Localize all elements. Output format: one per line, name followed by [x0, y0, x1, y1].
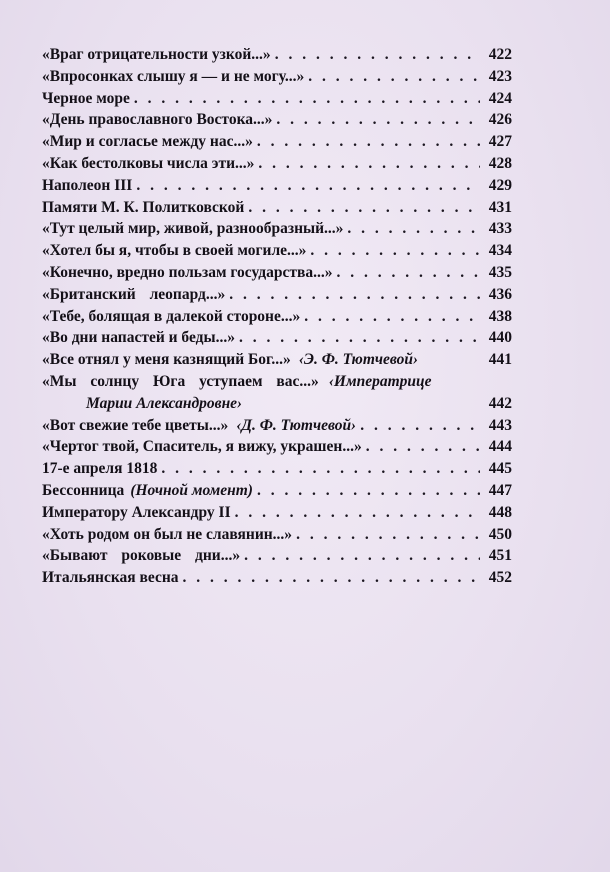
entry-title: «Хотел бы я, чтобы в своей могиле...» [42, 242, 307, 260]
dot-leader [347, 218, 480, 240]
dot-leader [244, 545, 480, 567]
entry-dedication: ‹Д. Ф. Тютчевой› [236, 416, 357, 434]
entry-page: 447 [488, 481, 512, 499]
dot-leader [360, 415, 480, 437]
dot-leader [136, 175, 480, 197]
entry-page: 423 [488, 67, 512, 85]
toc-entry [42, 262, 512, 284]
toc-entry [42, 88, 512, 110]
dot-leader [276, 109, 480, 131]
table-of-contents [42, 44, 512, 589]
dot-leader [336, 262, 480, 284]
entry-page: 452 [488, 569, 512, 587]
dot-leader [296, 524, 480, 546]
entry-subtitle: (Ночной момент) [130, 481, 253, 499]
toc-entry [42, 109, 512, 131]
dot-leader [134, 88, 480, 110]
entry-page: 441 [488, 351, 512, 369]
entry-page: 450 [488, 525, 512, 543]
toc-entry [42, 415, 512, 437]
entry-title: «Мир и согласье между нас...» [42, 133, 253, 151]
dot-leader [239, 327, 480, 349]
entry-title: «Чертог твой, Спаситель, я вижу, украшен...» [42, 438, 362, 456]
dot-leader [310, 240, 480, 262]
dot-leader [275, 44, 480, 66]
entry-title: Императору Александру II [42, 503, 231, 521]
entry-page: 440 [488, 329, 512, 347]
entry-title: Итальянская весна [42, 569, 179, 587]
toc-entry [42, 197, 512, 219]
entry-title: 17-е апреля 1818 [42, 460, 158, 478]
entry-title: «Как бестолковы числа эти...» [42, 154, 255, 172]
entry-page: 422 [488, 46, 512, 63]
entry-title: «Бывают роковые дни...» [42, 547, 241, 565]
dot-leader [161, 458, 480, 480]
entry-title: «Враг отрицательности узкой...» [42, 46, 271, 63]
dot-leader [308, 66, 480, 88]
entry-title: «Впросонках слышу я — и не могу...» [42, 67, 305, 85]
toc-entry-continuation [42, 393, 512, 415]
entry-title: Памяти М. К. Политковской [42, 198, 245, 216]
entry-title: «Хоть родом он был не славянин...» [42, 525, 293, 543]
entry-page: 445 [488, 460, 512, 478]
dot-leader [366, 436, 480, 458]
entry-page: 431 [488, 198, 512, 216]
entry-page: 438 [488, 307, 512, 325]
entry-title: «Британский леопард...» [42, 285, 226, 303]
dot-leader [257, 480, 480, 502]
entry-page: 429 [488, 176, 512, 194]
toc-entry [42, 349, 512, 371]
entry-title: «Мы солнцу Юга уступаем вас...» [42, 372, 319, 390]
dot-leader [229, 284, 480, 306]
dot-leader [248, 197, 480, 219]
entry-page: 433 [488, 220, 512, 238]
toc-entry [42, 545, 512, 567]
entry-title: «Тебе, болящая в далекой стороне...» [42, 307, 301, 325]
entry-title: Бессонница [42, 481, 125, 499]
entry-page: 427 [488, 133, 512, 151]
entry-dedication: Марии Александровне› [86, 394, 243, 412]
entry-title: «Во дни напастей и беды...» [42, 329, 235, 347]
entry-page: 444 [488, 438, 512, 456]
entry-page: 451 [488, 547, 512, 565]
entry-page: 448 [488, 503, 512, 521]
dot-leader [257, 131, 480, 153]
toc-entry [42, 306, 512, 328]
toc-entry [42, 458, 512, 480]
entry-title: «Тут целый мир, живой, разнообразный...» [42, 220, 344, 238]
entry-title: «День православного Востока...» [42, 111, 273, 129]
toc-entry [42, 327, 512, 349]
entry-page: 435 [488, 263, 512, 281]
toc-entry [42, 240, 512, 262]
toc-entry [42, 371, 512, 393]
toc-entry [42, 66, 512, 88]
toc-entry [42, 218, 512, 240]
dot-leader [258, 153, 480, 175]
entry-title: Черное море [42, 89, 130, 107]
toc-entry [42, 284, 512, 306]
entry-dedication: ‹Э. Ф. Тютчевой› [298, 351, 419, 369]
toc-entry [42, 480, 512, 502]
toc-entry [42, 175, 512, 197]
dot-leader [304, 306, 480, 328]
entry-page: 428 [488, 154, 512, 172]
entry-page: 436 [488, 285, 512, 303]
toc-entry [42, 502, 512, 524]
toc-entry [42, 131, 512, 153]
entry-dedication: ‹Императрице [328, 372, 432, 390]
dot-leader [235, 502, 480, 524]
entry-page: 424 [488, 89, 512, 107]
toc-entry [42, 153, 512, 175]
toc-entry [42, 524, 512, 546]
entry-page: 443 [488, 416, 512, 434]
entry-title: Наполеон III [42, 176, 133, 194]
entry-page: 442 [488, 394, 512, 412]
entry-title: «Все отнял у меня казнящий Бог...» [42, 351, 291, 369]
toc-entry [42, 44, 512, 66]
dot-leader [183, 567, 480, 589]
entry-title: «Конечно, вредно пользам государства...» [42, 263, 333, 281]
entry-page: 434 [488, 242, 512, 260]
toc-entry [42, 436, 512, 458]
entry-page: 426 [488, 111, 512, 129]
entry-title: «Вот свежие тебе цветы...» [42, 416, 229, 434]
toc-entry [42, 567, 512, 589]
